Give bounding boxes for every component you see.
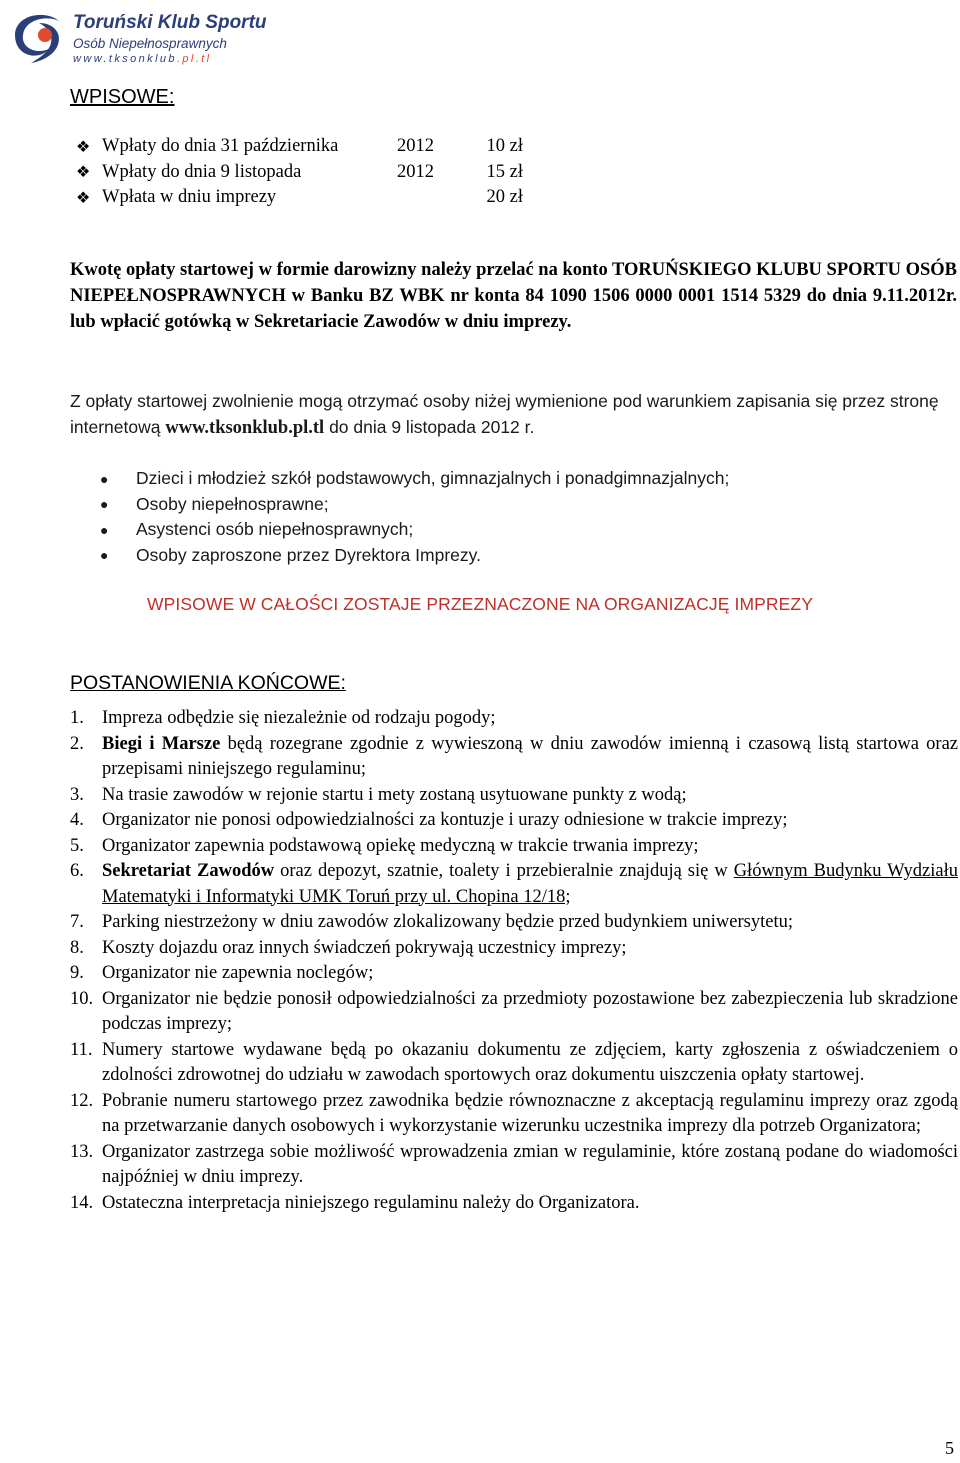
bullet-icon: ●: [100, 470, 109, 487]
rule-item: 13. Organizator zastrzega sobie możliwość wprowadzenia zmian w regulaminie, które zostaną podane do wiadomości najpóźniej w dniu imprezy.: [70, 1141, 958, 1187]
bullet-icon: ●: [100, 496, 109, 513]
fee-label: Wpłaty do dnia 9 listopada: [102, 161, 302, 182]
rule-item: 2. Biegi i Marsze będą rozegrane zgodnie z wywieszoną w dniu zawodów imienną i czasową listą startowa oraz przepisami niniejszego regulaminu;: [70, 733, 959, 779]
list-item: ● Osoby zaproszone przez Dyrektora Imprezy.: [100, 544, 481, 565]
rule-item: 3. Na trasie zawodów w rejonie startu i mety zostaną usytuowane punkty z wodą;: [70, 784, 687, 805]
fees-heading: WPISOWE:: [70, 86, 175, 108]
rule-item: 1. Impreza odbędzie się niezależnie od rodzaju pogody;: [70, 708, 496, 728]
rule-item: 4. Organizator nie ponosi odpowiedzialności za kontuzje i urazy odniesione w trakcie imprezy;: [70, 810, 788, 830]
club-name: Toruński Klub Sportu: [73, 12, 267, 33]
fee-year: 2012: [397, 136, 434, 157]
club-logo: [5, 5, 267, 67]
fee-list: [76, 134, 523, 211]
club-website-link[interactable]: www.tksonklub.pl.tl: [165, 417, 325, 438]
fee-amount: 20 zł: [486, 187, 523, 208]
final-provisions-list: [70, 706, 958, 1216]
diamond-bullet-icon: ❖: [76, 189, 91, 207]
rule-item: 5. Organizator zapewnia podstawową opiekę medyczną w trakcie trwania imprezy;: [70, 835, 699, 856]
diamond-bullet-icon: ❖: [76, 138, 91, 156]
list-item: ● Asystenci osób niepełnosprawnych;: [100, 519, 414, 540]
fee-amount: 10 zł: [486, 136, 523, 157]
fee-label: Wpłata w dniu imprezy: [102, 187, 277, 208]
rule-item: 7. Parking niestrzeżony w dniu zawodów zlokalizowany będzie przed budynkiem uniwersytetu;: [70, 912, 793, 932]
list-item: ● Dzieci i młodzież szkół podstawowych, gimnazjalnych i ponadgimnazjalnych;: [100, 468, 730, 489]
fee-year: 2012: [397, 161, 434, 182]
rule-item: 14. Ostateczna interpretacja niniejszego regulaminu należy do Organizatora.: [70, 1192, 640, 1213]
exemption-paragraph: Z opłaty startowej zwolnienie mogą otrzymać osoby niżej wymienione pod warunkiem zapisania się przez stronę internetową www.tksonklub.pl.tl do dnia 9 listopada 2012 r.: [70, 391, 939, 438]
rule-item: 9. Organizator nie zapewnia noclegów;: [70, 963, 374, 983]
page-number: 5: [945, 1438, 954, 1458]
final-provisions-heading: POSTANOWIENIA KOŃCOWE:: [70, 672, 346, 694]
bullet-icon: ●: [100, 547, 109, 564]
fee-amount: 15 zł: [486, 161, 523, 182]
club-url: www.tksonklub.pl.tl: [73, 53, 212, 65]
fee-row: [76, 185, 523, 211]
rule-item: 10. Organizator nie będzie ponosił odpowiedzialności za przedmioty pozostawione bez zabezpieczenia lub skradzione podczas imprezy;: [70, 988, 958, 1034]
club-emblem-icon: [5, 5, 69, 67]
rule-item: 11. Numery startowe wydawane będą po okazaniu dokumentu ze zdjęciem, karty zgłoszenia z oświadczeniem o zdolności zdrowotnej do udziału w zawodach sportowych oraz dokumentu uiszczenia opłaty startowej.: [70, 1039, 958, 1085]
fee-row: [76, 134, 523, 160]
rule-item: 8. Koszty dojazdu oraz innych świadczeń pokrywają uczestnicy imprezy;: [70, 937, 627, 958]
rule-item: 12. Pobranie numeru startowego przez zawodnika będzie równoznaczne z akceptacją regulaminu imprezy oraz zgodą na przetwarzanie danych osobowych i wykorzystanie wizerunku uczestnika imprezy dla potrzeb Organizatora;: [70, 1090, 958, 1136]
fee-row: [76, 160, 523, 186]
rule-item: 6. Sekretariat Zawodów oraz depozyt, szatnie, toalety i przebieralnie znajdują się w Głównym Budynku Wydziału Matematyki i Informatyki UMK Toruń przy ul. Chopina 12/18;: [70, 861, 958, 907]
payment-instructions: Kwotę opłaty startowej w formie darowizny należy przelać na konto TORUŃSKIEGO KLUBU SPORTU OSÓB NIEPEŁNOSPRAWNYCH w Banku BZ WBK nr konta 84 1090 1506 0000 0001 1514 5329 do dnia 9.11.2012r. lub wpłacić gotówką w Sekretariacie Zawodów w dniu imprezy.: [70, 260, 957, 332]
fee-purpose-notice: WPISOWE W CAŁOŚCI ZOSTAJE PRZEZNACZONE NA ORGANIZACJĘ IMPREZY: [147, 594, 813, 614]
fee-label: Wpłaty do dnia 31 października: [102, 136, 339, 157]
bullet-icon: ●: [100, 521, 109, 538]
exempt-groups-list: [100, 466, 729, 568]
club-subtitle: Osób Niepełnosprawnych: [73, 36, 227, 51]
list-item: ● Osoby niepełnosprawne;: [100, 493, 329, 514]
diamond-bullet-icon: ❖: [76, 164, 91, 182]
